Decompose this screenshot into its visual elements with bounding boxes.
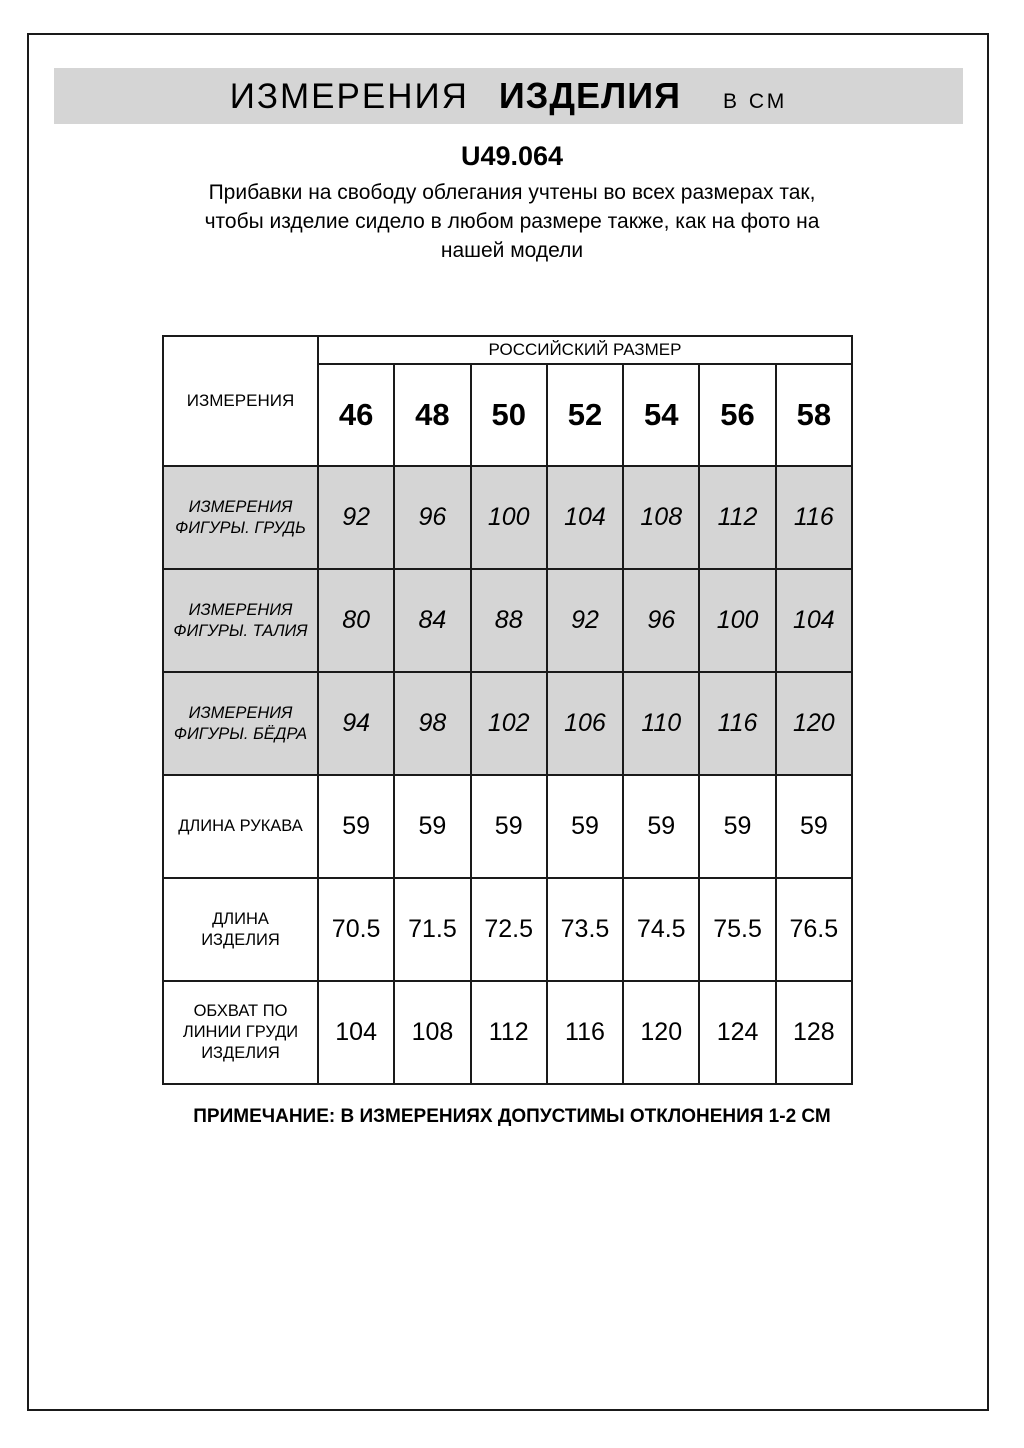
value-cell: 124 <box>699 981 775 1084</box>
table-row-product-length <box>163 878 852 981</box>
value-cell: 100 <box>699 569 775 672</box>
value-cell: 98 <box>394 672 470 775</box>
row-label: ИЗМЕРЕНИЯ ФИГУРЫ. ГРУДЬ <box>163 466 318 569</box>
value-cell: 72.5 <box>471 878 547 981</box>
value-cell: 116 <box>699 672 775 775</box>
size-header: 56 <box>699 364 775 466</box>
value-cell: 104 <box>776 569 852 672</box>
intro-line-1: Прибавки на свободу облегания учтены во всех размерах так, <box>208 181 816 204</box>
value-cell: 110 <box>623 672 699 775</box>
table-row-figure-hips <box>163 672 852 775</box>
value-cell: 106 <box>547 672 623 775</box>
value-cell: 120 <box>623 981 699 1084</box>
value-cell: 112 <box>699 466 775 569</box>
value-cell: 120 <box>776 672 852 775</box>
table-row-chest-girth <box>163 981 852 1084</box>
value-cell: 104 <box>318 981 394 1084</box>
value-cell: 94 <box>318 672 394 775</box>
value-cell: 73.5 <box>547 878 623 981</box>
value-cell: 70.5 <box>318 878 394 981</box>
value-cell: 59 <box>776 775 852 878</box>
value-cell: 108 <box>623 466 699 569</box>
value-cell: 116 <box>776 466 852 569</box>
article-code: U49.064 <box>460 141 564 171</box>
value-cell: 102 <box>471 672 547 775</box>
table-row-figure-waist <box>163 569 852 672</box>
title-product: ИЗДЕЛИЯ <box>498 75 682 116</box>
value-cell: 59 <box>699 775 775 878</box>
value-cell: 108 <box>394 981 470 1084</box>
value-cell: 59 <box>623 775 699 878</box>
size-header: 54 <box>623 364 699 466</box>
value-cell: 96 <box>394 466 470 569</box>
row-label: ДЛИНА ИЗДЕЛИЯ <box>163 878 318 981</box>
row-label: ДЛИНА РУКАВА <box>163 775 318 878</box>
size-header: 50 <box>471 364 547 466</box>
value-cell: 128 <box>776 981 852 1084</box>
title-measurements: ИЗМЕРЕНИЯ <box>229 77 469 116</box>
table-group-header: РОССИЙСКИЙ РАЗМЕР <box>318 336 852 364</box>
table-row-sleeve-length <box>163 775 852 878</box>
value-cell: 84 <box>394 569 470 672</box>
intro-text <box>0 178 1024 265</box>
value-cell: 96 <box>623 569 699 672</box>
row-label: ИЗМЕРЕНИЯ ФИГУРЫ. ТАЛИЯ <box>163 569 318 672</box>
value-cell: 92 <box>547 569 623 672</box>
size-header: 52 <box>547 364 623 466</box>
row-label: ОБХВАТ ПО ЛИНИИ ГРУДИ ИЗДЕЛИЯ <box>163 981 318 1084</box>
value-cell: 71.5 <box>394 878 470 981</box>
table-corner-label: ИЗМЕРЕНИЯ <box>163 336 318 466</box>
value-cell: 59 <box>547 775 623 878</box>
value-cell: 59 <box>394 775 470 878</box>
value-cell: 100 <box>471 466 547 569</box>
size-header: 58 <box>776 364 852 466</box>
value-cell: 104 <box>547 466 623 569</box>
note-text: ПРИМЕЧАНИЕ: В ИЗМЕРЕНИЯХ ДОПУСТИМЫ ОТКЛОНЕНИЯ 1-2 СМ <box>193 1106 831 1127</box>
value-cell: 76.5 <box>776 878 852 981</box>
group-header-row <box>163 336 852 364</box>
value-cell: 80 <box>318 569 394 672</box>
intro-line-2: чтобы изделие сидело в любом размере также, как на фото на <box>204 210 820 233</box>
title-bar <box>54 68 963 124</box>
size-header: 48 <box>394 364 470 466</box>
value-cell: 116 <box>547 981 623 1084</box>
value-cell: 74.5 <box>623 878 699 981</box>
value-cell: 59 <box>318 775 394 878</box>
intro-line-3: нашей модели <box>440 239 584 262</box>
value-cell: 59 <box>471 775 547 878</box>
value-cell: 75.5 <box>699 878 775 981</box>
value-cell: 112 <box>471 981 547 1084</box>
title-units: В СМ <box>723 90 788 113</box>
value-cell: 92 <box>318 466 394 569</box>
size-table <box>162 335 853 1085</box>
row-label: ИЗМЕРЕНИЯ ФИГУРЫ. БЁДРА <box>163 672 318 775</box>
value-cell: 88 <box>471 569 547 672</box>
table-row-figure-chest <box>163 466 852 569</box>
size-header: 46 <box>318 364 394 466</box>
